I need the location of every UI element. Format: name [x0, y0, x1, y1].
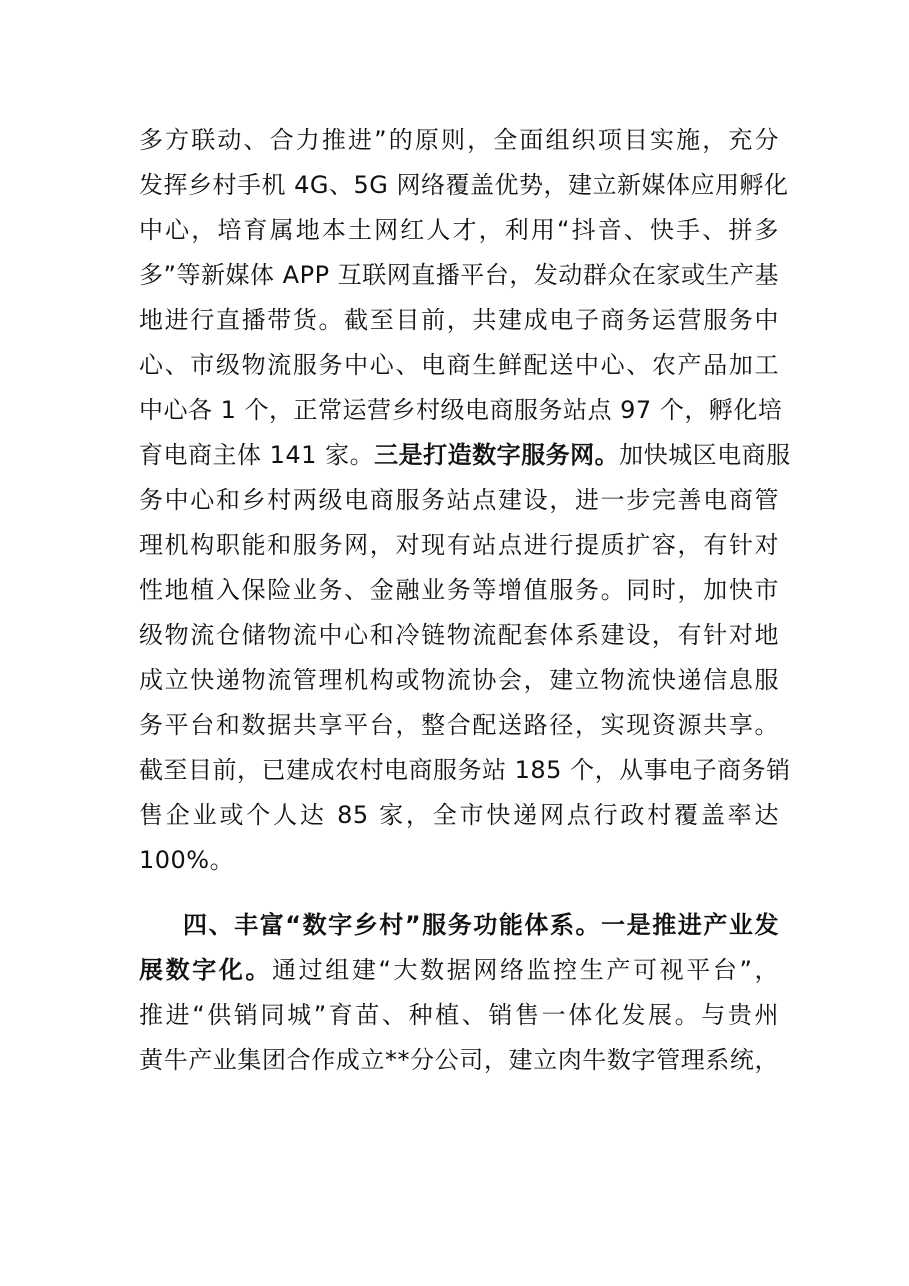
- text-line: 中心，培育属地本土网红人才，利用“抖音、快手、拼多: [139, 216, 779, 244]
- text-line: 务中心和乡村两级电商服务站点建设，进一步完善电商管: [139, 486, 779, 514]
- text-span: 通过组建“大数据网络监控生产可视平台”，: [272, 956, 779, 984]
- text-line: 心、市级物流服务中心、电商生鲜配送中心、农产品加工: [139, 351, 779, 379]
- text-line: 成立快递物流管理机构或物流协会，建立物流快递信息服: [139, 666, 779, 694]
- text-line-with-heading: [139, 433, 791, 478]
- text-line: 推进“供销同城”育苗、种植、销售一体化发展。与贵州: [139, 1001, 779, 1029]
- document-body: [139, 118, 791, 1083]
- paragraph-service-function: [139, 903, 779, 1083]
- inline-heading: 三是打造数字服务网。: [374, 441, 620, 469]
- section-heading-line: 四、丰富“数字乡村”服务功能体系。一是推进产业发: [183, 911, 779, 939]
- paragraph-digital-service: [139, 118, 791, 883]
- text-line: 中心各 1 个，正常运营乡村级电商服务站点 97 个，孵化培: [139, 396, 783, 424]
- text-span: 加快城区电商服: [619, 441, 791, 469]
- text-line-with-heading: [139, 948, 779, 993]
- text-line: 截至目前，已建成农村电商服务站 185 个，从事电子商务销: [139, 756, 791, 784]
- text-line: 发挥乡村手机 4G、5G 网络覆盖优势，建立新媒体应用孵化: [139, 171, 789, 199]
- text-line: 地进行直播带货。截至目前，共建成电子商务运营服务中: [139, 306, 779, 334]
- text-line: 100%。: [139, 846, 235, 874]
- text-line: 黄牛产业集团合作成立**分公司，建立肉牛数字管理系统，: [139, 1046, 779, 1074]
- text-line: 级物流仓储物流中心和冷链物流配套体系建设，有针对地: [139, 621, 779, 649]
- text-line: 务平台和数据共享平台，整合配送路径，实现资源共享。: [139, 711, 779, 739]
- text-span: 育电商主体 141 家。: [139, 441, 375, 469]
- text-line: 多”等新媒体 APP 互联网直播平台，发动群众在家或生产基: [139, 261, 779, 289]
- paragraph-gap: [139, 883, 779, 903]
- text-line: 性地植入保险业务、金融业务等增值服务。同时，加快市: [139, 576, 779, 604]
- text-line: 多方联动、合力推进”的原则，全面组织项目实施，充分: [139, 126, 779, 154]
- text-line: 售企业或个人达 85 家，全市快递网点行政村覆盖率达: [139, 801, 779, 829]
- text-line: 理机构职能和服务网，对现有站点进行提质扩容，有针对: [139, 531, 779, 559]
- inline-heading: 展数字化。: [139, 956, 273, 984]
